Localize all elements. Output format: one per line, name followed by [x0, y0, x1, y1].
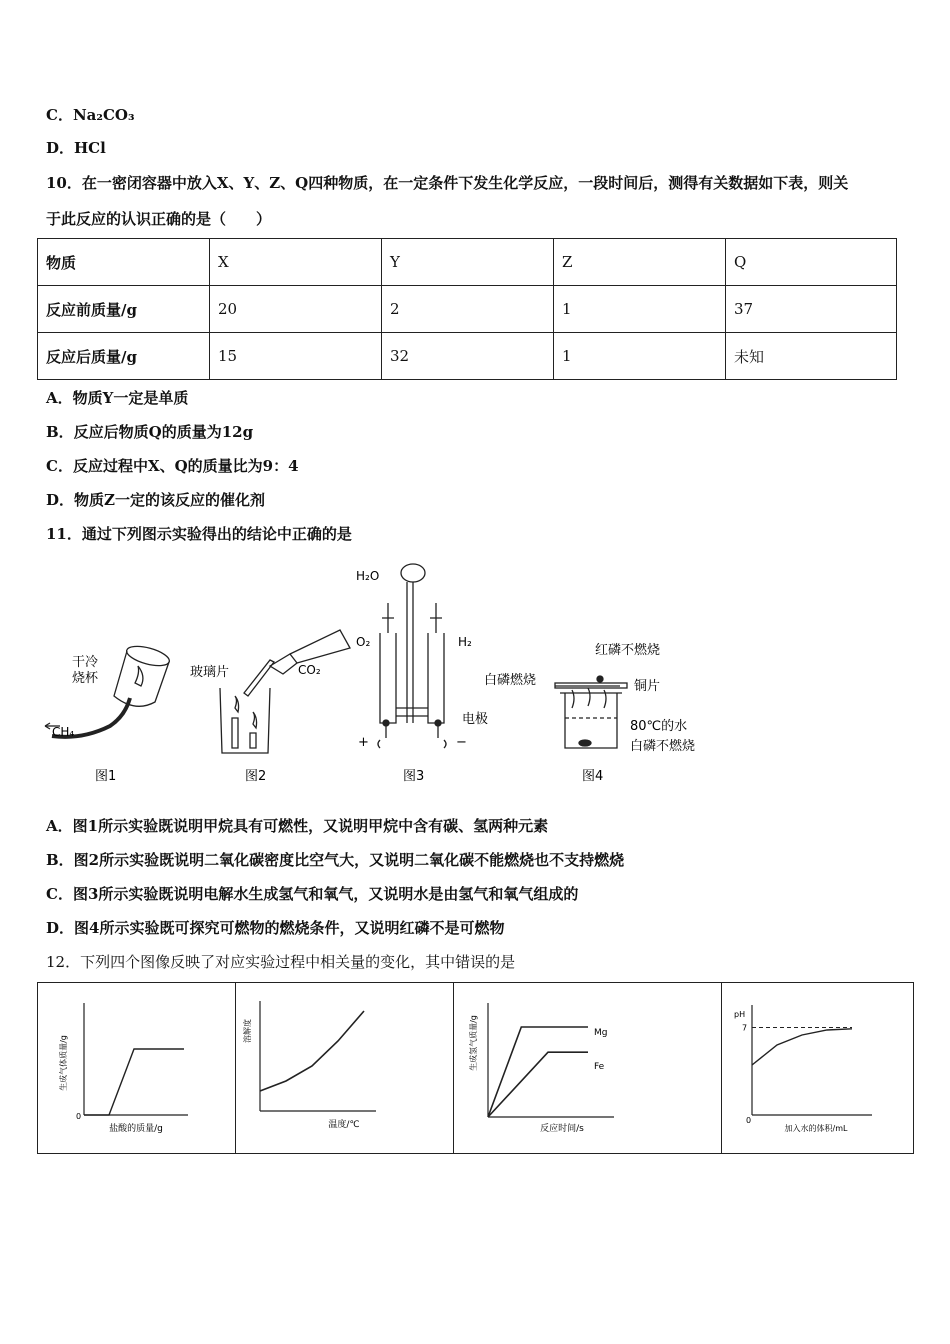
- fig4-water: 80℃的水: [630, 719, 688, 734]
- fig1-label-bottom: 烧杯: [72, 671, 99, 686]
- fig4-caption: 图4: [582, 769, 604, 784]
- fig3-water: H₂O: [356, 569, 380, 583]
- fig4-apparatus: [555, 676, 627, 748]
- graph3-series-mg: [488, 1027, 588, 1117]
- graph2-chart: [236, 983, 452, 1153]
- graph4-chart: [722, 983, 913, 1153]
- graph3-label-fe: Fe: [594, 1062, 605, 1072]
- q11-option-d: D．图4所示实验既可探究可燃物的燃烧条件，又说明红磷不是可燃物: [46, 919, 505, 937]
- graph4-series-line: [752, 1029, 852, 1065]
- graph1-chart: [38, 983, 234, 1153]
- graph1-origin: 0: [76, 1112, 82, 1121]
- graph1-ylabel: 生成气体质量/g: [59, 1035, 68, 1091]
- q10-stem-line1: 10．在一密闭容器中放入X、Y、Z、Q四种物质，在一定条件下发生化学反应，一段时间后，测得有关数据如下表，则关: [46, 174, 849, 192]
- table-header: 物质: [38, 239, 210, 286]
- fig3-electrode: 电极: [462, 712, 489, 727]
- graph3-chart: [454, 983, 720, 1153]
- table-row: [38, 286, 897, 333]
- option-d-prev: D．HCl: [46, 139, 106, 157]
- graph1-cell: [38, 983, 236, 1153]
- graph4-ref-label: 7: [742, 1023, 748, 1033]
- q11-figures: [0, 548, 950, 793]
- fig3-caption: 图3: [403, 769, 425, 784]
- q11-stem: 11．通过下列图示实验得出的结论中正确的是: [46, 525, 352, 543]
- graph4-xlabel: 加入水的体积/mL: [784, 1124, 848, 1133]
- table-cell: 20: [210, 286, 382, 333]
- table-cell: 反应后质量/g: [38, 333, 210, 380]
- q10-option-a: A．物质Y一定是单质: [46, 389, 189, 407]
- table-cell: 未知: [726, 333, 897, 380]
- fig4-red-p: 红磷不燃烧: [595, 643, 661, 658]
- q12-graph-table: [37, 982, 914, 1154]
- graph2-xlabel: 温度/℃: [328, 1120, 360, 1130]
- q10-stem-line2: 于此反应的认识正确的是（ ）: [46, 210, 272, 228]
- graph3-ylabel: 生成氢气质量/g: [469, 1015, 478, 1071]
- fig2-gas: CO₂: [298, 663, 321, 677]
- graph4-origin: 0: [746, 1116, 752, 1125]
- fig1-beaker: [45, 643, 171, 737]
- fig4-copper: 铜片: [634, 679, 661, 694]
- fig1-caption: 图1: [95, 769, 117, 784]
- fig2-caption: 图2: [245, 769, 267, 784]
- fig1-label-top: 干冷: [72, 655, 99, 670]
- table-cell: 反应前质量/g: [38, 286, 210, 333]
- graph4-cell: [722, 983, 915, 1153]
- fig3-left-gas: O₂: [356, 635, 371, 649]
- graph2-series-line: [260, 1011, 364, 1091]
- graph1-xlabel: 盐酸的质量/g: [109, 1124, 163, 1134]
- fig3-plus: +: [358, 735, 369, 750]
- table-header: Z: [554, 239, 726, 286]
- fig1-gas: CH₄: [52, 725, 75, 739]
- table-header-row: [38, 239, 897, 286]
- table-header: X: [210, 239, 382, 286]
- table-cell: 32: [382, 333, 554, 380]
- q10-option-c: C．反应过程中X、Q的质量比为9：4: [46, 457, 299, 475]
- graph3-xlabel: 反应时间/s: [540, 1124, 584, 1134]
- graph2-cell: [236, 983, 454, 1153]
- fig4-white-p-burn: 白磷燃烧: [484, 673, 537, 688]
- q11-option-c: C．图3所示实验既说明电解水生成氢气和氧气，又说明水是由氢气和氧气组成的: [46, 885, 579, 903]
- fig3-right-gas: H₂: [458, 635, 472, 649]
- graph3-label-mg: Mg: [594, 1028, 608, 1038]
- option-c-prev: C．Na₂CO₃: [46, 106, 135, 124]
- graph1-series-line: [84, 1049, 184, 1115]
- graph3-cell: [454, 983, 722, 1153]
- table-header: Y: [382, 239, 554, 286]
- fig2-apparatus: [220, 630, 350, 753]
- table-row: [38, 333, 897, 380]
- table-cell: 1: [554, 333, 726, 380]
- fig3-apparatus: [378, 564, 446, 748]
- graph2-ylabel: 溶解度: [243, 1019, 252, 1043]
- table-cell: 2: [382, 286, 554, 333]
- q11-option-b: B．图2所示实验既说明二氧化碳密度比空气大，又说明二氧化碳不能燃烧也不支持燃烧: [46, 851, 625, 869]
- table-cell: 37: [726, 286, 897, 333]
- table-header: Q: [726, 239, 897, 286]
- q10-option-b: B．反应后物质Q的质量为12g: [46, 423, 254, 441]
- fig3-minus: −: [456, 735, 467, 750]
- graph3-series-fe: [488, 1052, 588, 1117]
- fig2-label-glass: 玻璃片: [190, 665, 230, 680]
- graph4-ylabel: pH: [734, 1010, 746, 1019]
- table-cell: 15: [210, 333, 382, 380]
- q11-option-a: A．图1所示实验既说明甲烷具有可燃性，又说明甲烷中含有碳、氢两种元素: [46, 817, 549, 835]
- q12-stem: 12．下列四个图像反映了对应实验过程中相关量的变化，其中错误的是: [46, 953, 516, 971]
- q10-option-d: D．物质Z一定的该反应的催化剂: [46, 491, 265, 509]
- table-cell: 1: [554, 286, 726, 333]
- q10-data-table: [37, 238, 897, 380]
- fig4-white-p-no: 白磷不燃烧: [630, 739, 696, 754]
